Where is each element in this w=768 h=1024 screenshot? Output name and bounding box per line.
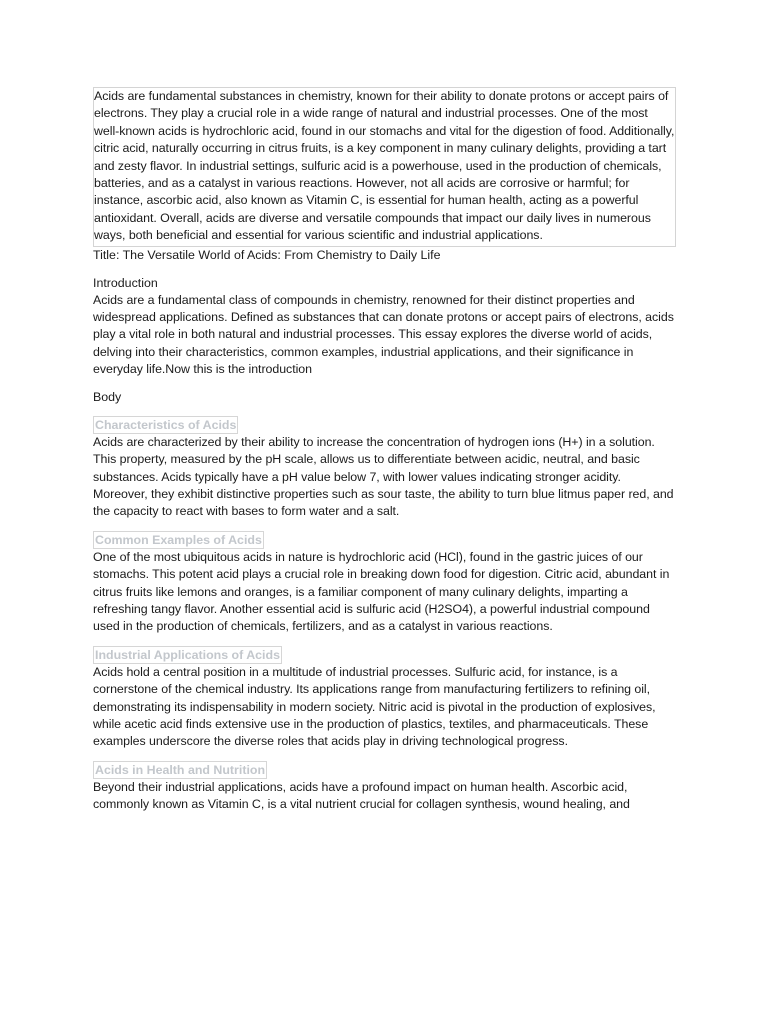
body-label: Body [93,389,122,404]
section-heading: Industrial Applications of Acids [95,647,280,662]
document-page [93,87,676,814]
section-heading: Acids in Health and Nutrition [95,762,266,777]
section-paragraph: One of the most ubiquitous acids in nature is hydrochloric acid (HCl), found in the gastric juices of our stomachs. This potent acid plays a crucial role in breaking down food for digestion. Citric acid, abundant in citrus fruits like lemons and oranges, is a familiar component of many culinary delights, imparting a refreshing tangy flavor. Another essential acid is sulfuric acid (H2SO4), a powerful industrial compound used in the production of chemicals, fertilizers, and as a catalyst in various reactions. [93,549,670,634]
section-heading: Characteristics of Acids [95,417,237,432]
section-paragraph: Acids hold a central position in a multitude of industrial processes. Sulfuric acid, for instance, is a cornerstone of the chemical industry. Its applications range from manufacturing fertilizers to refining oil, demonstrating its indispensability in modern society. Nitric acid is pivotal in the production of explosives, while acetic acid finds extensive use in the production of plastics, textiles, and pharmaceuticals. These examples underscore the diverse roles that acids play in driving technological progress. [93,664,656,749]
introduction-label: Introduction [93,275,158,290]
section-paragraph: Beyond their industrial applications, acids have a profound impact on human health. Ascorbic acid, commonly known as Vitamin C, is a vital nutrient crucial for collagen synthesis, wound healing, and [93,779,630,812]
section-heading: Common Examples of Acids [95,532,262,547]
summary-text-box[interactable] [93,87,676,247]
section-common-examples [93,521,676,636]
section-health-nutrition [93,751,676,814]
introduction-paragraph: Acids are a fundamental class of compounds in chemistry, renowned for their distinct properties and widespread applications. Defined as substances that can donate protons or accept pairs of electrons, acids play a vital role in both natural and industrial processes. This essay explores the diverse world of acids, delving into their characteristics, common examples, industrial applications, and their significance in everyday life.Now this is the introduction [93,292,674,377]
section-characteristics [93,406,676,521]
summary-paragraph: Acids are fundamental substances in chemistry, known for their ability to donate protons or accept pairs of electrons. They play a crucial role in a wide range of natural and industrial processes. One of the most well-known acids is hydrochloric acid, found in our stomachs and vital for the digestion of food. Additionally, citric acid, naturally occurring in citrus fruits, is a key component in many culinary delights, providing a tart and zesty flavor. In industrial settings, sulfuric acid is a powerhouse, used in the production of chemicals, batteries, and as a catalyst in various reactions. However, not all acids are corrosive or harmful; for instance, ascorbic acid, also known as Vitamin C, is essential for human health, acting as a powerful antioxidant. Overall, acids are diverse and versatile compounds that impact our daily lives in numerous ways, both beneficial and essential for various scientific and industrial applications. [94,89,675,243]
document-title: Title: The Versatile World of Acids: From Chemistry to Daily Life [93,247,441,262]
section-paragraph: Acids are characterized by their ability to increase the concentration of hydrogen ions (H+) in a solution. This property, measured by the pH scale, allows us to differentiate between acidic, neutral, and basic substances. Acids typically have a pH value below 7, with lower values indicating stronger acidity. Moreover, they exhibit distinctive properties such as sour taste, the ability to turn blue litmus paper red, and the capacity to react with bases to form water and a salt. [93,434,674,519]
section-industrial-applications [93,636,676,751]
